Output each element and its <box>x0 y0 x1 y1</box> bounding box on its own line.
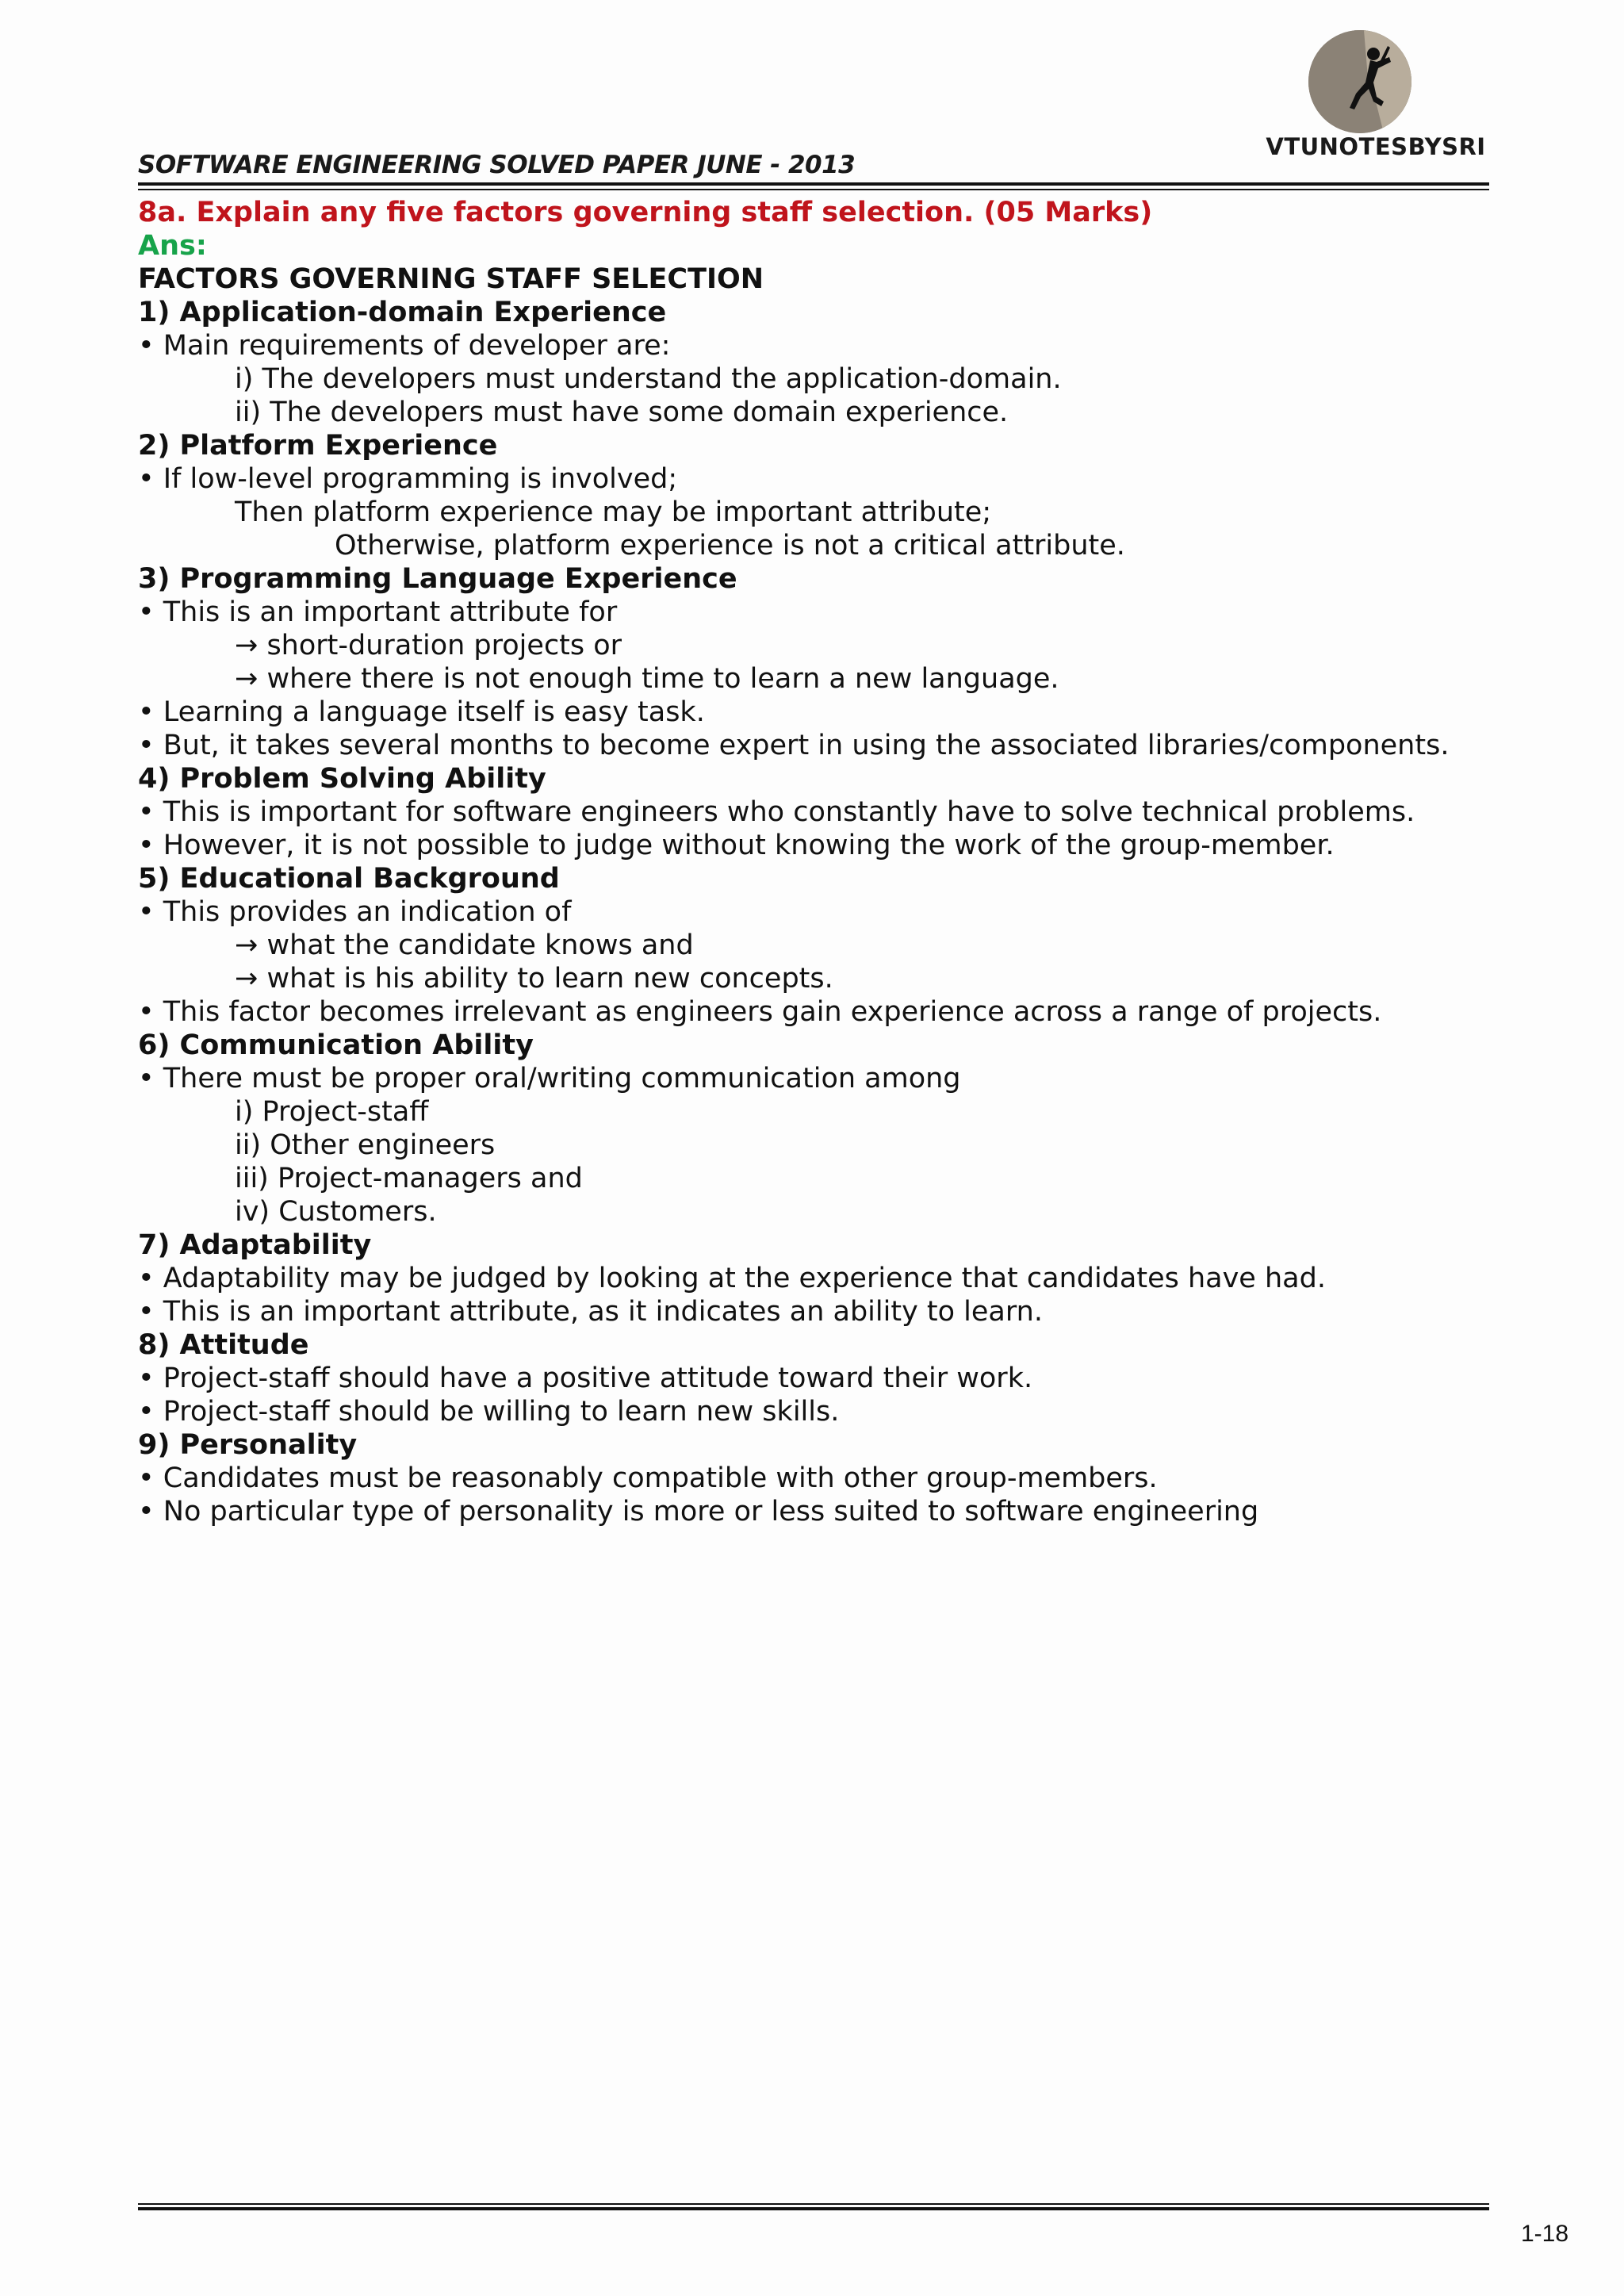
sections-list <box>138 296 1502 1528</box>
sub-point: iv) Customers. <box>235 1196 437 1228</box>
bullet-point: • This provides an indication of <box>138 896 572 928</box>
section-heading: 1) Application-domain Experience <box>138 297 667 328</box>
bullet-point: • No particular type of personality is more or less suited to software engineering <box>138 1496 1259 1527</box>
header-rule-thin <box>138 189 1489 190</box>
sub-point: iii) Project-managers and <box>235 1163 583 1194</box>
logo <box>1245 30 1507 165</box>
section-heading: 3) Programming Language Experience <box>138 563 737 595</box>
bullet-point: • But, it takes several months to become expert in using the associated libraries/components. <box>138 730 1450 761</box>
footer-rule-thick <box>138 2207 1489 2210</box>
bullet-point: • Main requirements of developer are: <box>138 330 671 362</box>
sub-point: Then platform experience may be important attribute; <box>235 496 992 528</box>
bullet-point: • If low-level programming is involved; <box>138 463 678 495</box>
section-heading: 5) Educational Background <box>138 863 560 895</box>
section-heading: 8) Attitude <box>138 1329 309 1361</box>
sub-point: → where there is not enough time to learn a new language. <box>235 663 1059 695</box>
bullet-point: • Adaptability may be judged by looking at the experience that candidates have had. <box>138 1263 1326 1294</box>
main-heading: FACTORS GOVERNING STAFF SELECTION <box>138 263 764 295</box>
bullet-point: • This is an important attribute, as it indicates an ability to learn. <box>138 1296 1043 1328</box>
sub-point: ii) Other engineers <box>235 1129 496 1161</box>
footer-rule-thin <box>138 2203 1489 2205</box>
header-rule-thick <box>138 182 1489 186</box>
sub-point: i) The developers must understand the application-domain. <box>235 363 1062 395</box>
bullet-point: • Project-staff should be willing to learn new skills. <box>138 1396 840 1428</box>
sub-point: ii) The developers must have some domain experience. <box>235 397 1009 428</box>
section-heading: 9) Personality <box>138 1429 358 1461</box>
bullet-point: • This factor becomes irrelevant as engineers gain experience across a range of projects. <box>138 996 1382 1028</box>
bullet-point: • However, it is not possible to judge without knowing the work of the group-member. <box>138 830 1335 861</box>
section-heading: 2) Platform Experience <box>138 430 498 462</box>
bullet-point: • There must be proper oral/writing communication among <box>138 1063 961 1094</box>
climber-logo-icon <box>1308 30 1411 133</box>
page-number: 1-18 <box>1521 2221 1569 2247</box>
logo-text: VTUNOTESBYSRI <box>1266 133 1486 160</box>
bullet-point: • Candidates must be reasonably compatible with other group-members. <box>138 1462 1158 1494</box>
header-title: SOFTWARE ENGINEERING SOLVED PAPER JUNE - 2013 <box>138 151 856 179</box>
question-text: 8a. Explain any five factors governing staff selection. (05 Marks) <box>138 197 1153 228</box>
sub-point: Otherwise, platform experience is not a critical attribute. <box>335 530 1125 562</box>
sub-point: → what the candidate knows and <box>235 930 694 961</box>
bullet-point: • This is an important attribute for <box>138 596 618 628</box>
sub-point: → what is his ability to learn new concepts. <box>235 963 833 995</box>
sub-point: → short-duration projects or <box>235 630 622 661</box>
bullet-point: • Project-staff should have a positive attitude toward their work. <box>138 1363 1033 1394</box>
sub-point: i) Project-staff <box>235 1096 429 1128</box>
answer-label: Ans: <box>138 230 207 262</box>
document-body <box>138 196 1502 1528</box>
bullet-point: • Learning a language itself is easy task. <box>138 696 705 728</box>
section-heading: 7) Adaptability <box>138 1229 372 1261</box>
section-heading: 4) Problem Solving Ability <box>138 763 546 795</box>
bullet-point: • This is important for software engineers who constantly have to solve technical problems. <box>138 796 1415 828</box>
section-heading: 6) Communication Ability <box>138 1029 534 1061</box>
